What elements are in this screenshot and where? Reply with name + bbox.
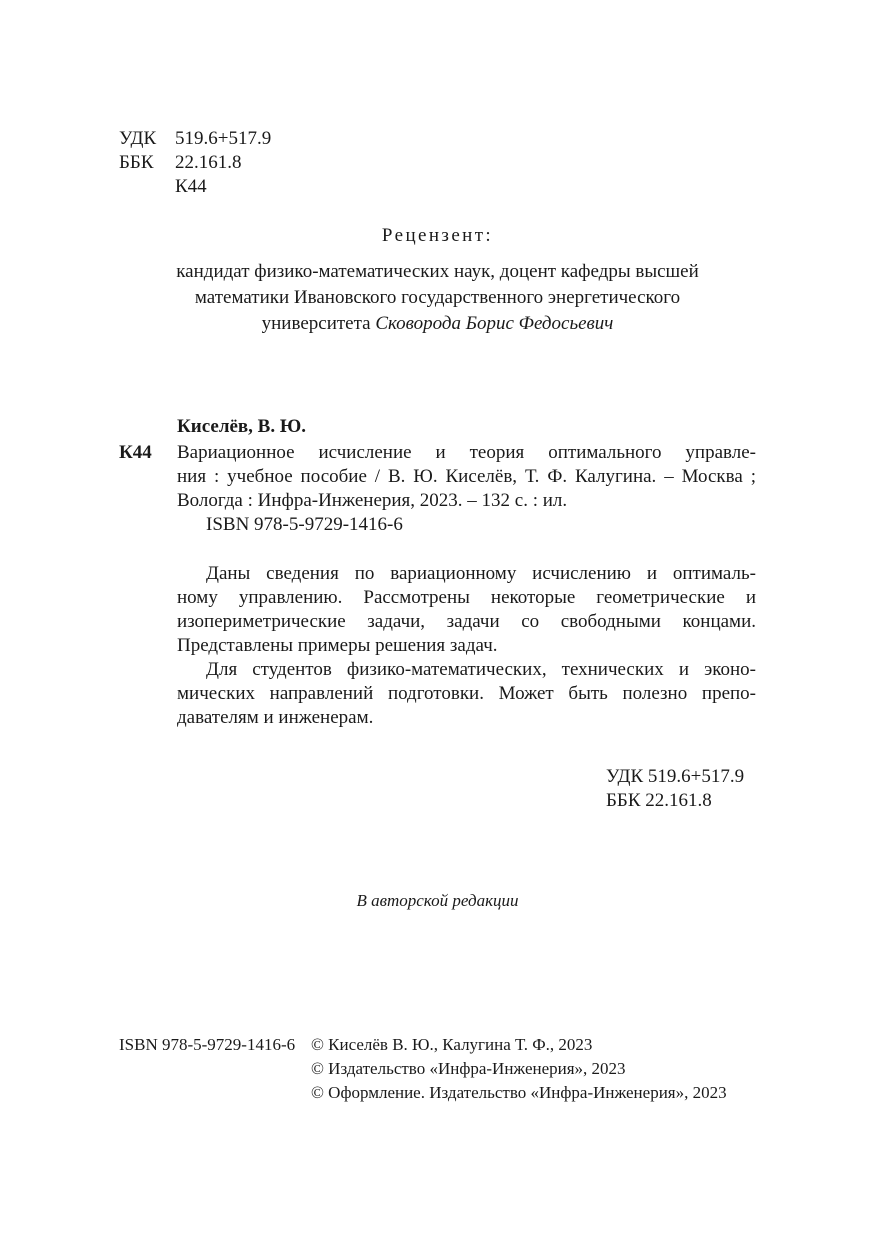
udk-value: 519.6+517.9 [175, 128, 272, 149]
annotation-line: Для студентов физико-математических, технических и эконо- [206, 659, 756, 680]
bottom-class-codes [606, 765, 744, 813]
editor-note: В авторской редакции [356, 891, 519, 910]
copyright-line: © Издательство «Инфра-Инженерия», 2023 [311, 1059, 626, 1078]
annotation [177, 562, 756, 730]
reviewer-affiliation: университета [261, 313, 376, 334]
annotation-line: Представлены примеры решения задач. [177, 635, 498, 656]
copyright-line: © Киселёв В. Ю., Калугина Т. Ф., 2023 [311, 1035, 593, 1054]
copyright-line: © Оформление. Издательство «Инфра-Инженерия», 2023 [311, 1083, 727, 1102]
annotation-line: давателям и инженерам. [177, 707, 374, 728]
reviewer-name: Сковорода Борис Федосьевич [375, 313, 614, 334]
author-code: К44 [175, 176, 207, 197]
record-author: Киселёв, В. Ю. [177, 416, 306, 437]
reviewer-line [0, 311, 875, 337]
annotation-line: изопериметрические задачи, задачи со свободными концами. [177, 611, 756, 632]
copyright-lines [311, 1033, 727, 1105]
copyright-isbn: ISBN 978-5-9729-1416-6 [119, 1035, 296, 1054]
record-line: Вариационное исчисление и теория оптимального управле- [177, 442, 756, 463]
record-description [177, 441, 756, 513]
bbk-label: ББК [119, 152, 154, 173]
record-isbn: ISBN 978-5-9729-1416-6 [206, 514, 403, 535]
annotation-line: мических направлений подготовки. Может быть полезно препо- [177, 683, 756, 704]
bottom-udk: УДК 519.6+517.9 [606, 766, 745, 787]
bbk-value: 22.161.8 [175, 152, 242, 173]
udk-label: УДК [119, 128, 157, 149]
reviewer-heading: Рецензент: [381, 225, 494, 246]
reviewer-line: математики Ивановского государственного энергетического [194, 287, 681, 308]
annotation-line: Даны сведения по вариационному исчислению и оптималь- [206, 563, 756, 584]
record-line: Вологда : Инфра-Инженерия, 2023. – 132 с. : ил. [177, 490, 568, 511]
record-line: ния : учебное пособие / В. Ю. Киселёв, Т. Ф. Калугина. – Москва ; [177, 466, 756, 487]
reviewer-info [0, 259, 875, 337]
reviewer-line: кандидат физико-математических наук, доцент кафедры высшей [176, 261, 699, 282]
bottom-bbk: ББК 22.161.8 [606, 790, 712, 811]
annotation-line: ному управлению. Рассмотрены некоторые геометрические и [177, 587, 756, 608]
record-code: К44 [119, 442, 152, 463]
